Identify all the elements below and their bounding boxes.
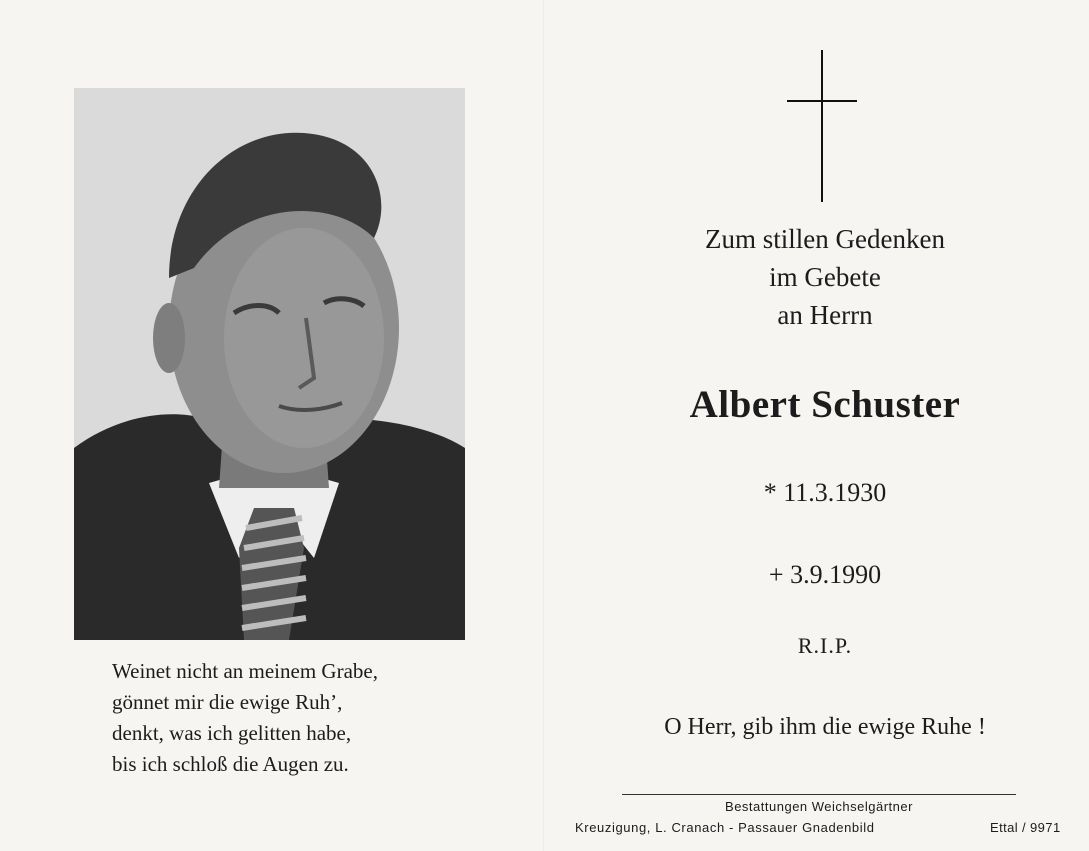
- intro-line: Zum stillen Gedenken: [705, 224, 945, 254]
- portrait-photo: [74, 88, 465, 640]
- birth-date: * 11.3.1930: [763, 478, 887, 507]
- verse-line: denkt, was ich gelitten habe,: [112, 721, 352, 745]
- funeral-home: Bestattungen Weichselgärtner: [725, 799, 913, 814]
- prayer-text: O Herr, gib ihm die ewige Ruhe !: [664, 714, 986, 740]
- deceased-name: Albert Schuster: [689, 383, 961, 426]
- intro-text: [560, 220, 1089, 334]
- verse-line: gönnet mir die ewige Ruh’,: [112, 690, 343, 714]
- cross-icon: [787, 50, 857, 202]
- print-code: Ettal / 9971: [990, 820, 1061, 835]
- verse-line: bis ich schloß die Augen zu.: [112, 752, 349, 776]
- intro-line: im Gebete: [769, 262, 881, 292]
- rip-text: R.I.P.: [797, 633, 853, 658]
- death-date: + 3.9.1990: [768, 560, 882, 589]
- card-fold: [543, 0, 545, 851]
- verse-line: Weinet nicht an meinem Grabe,: [112, 659, 378, 683]
- footer-divider: [622, 794, 1016, 795]
- image-credit: Kreuzigung, L. Cranach - Passauer Gnadenbild: [575, 820, 875, 835]
- memorial-verse: [112, 656, 472, 780]
- intro-line: an Herrn: [777, 300, 873, 330]
